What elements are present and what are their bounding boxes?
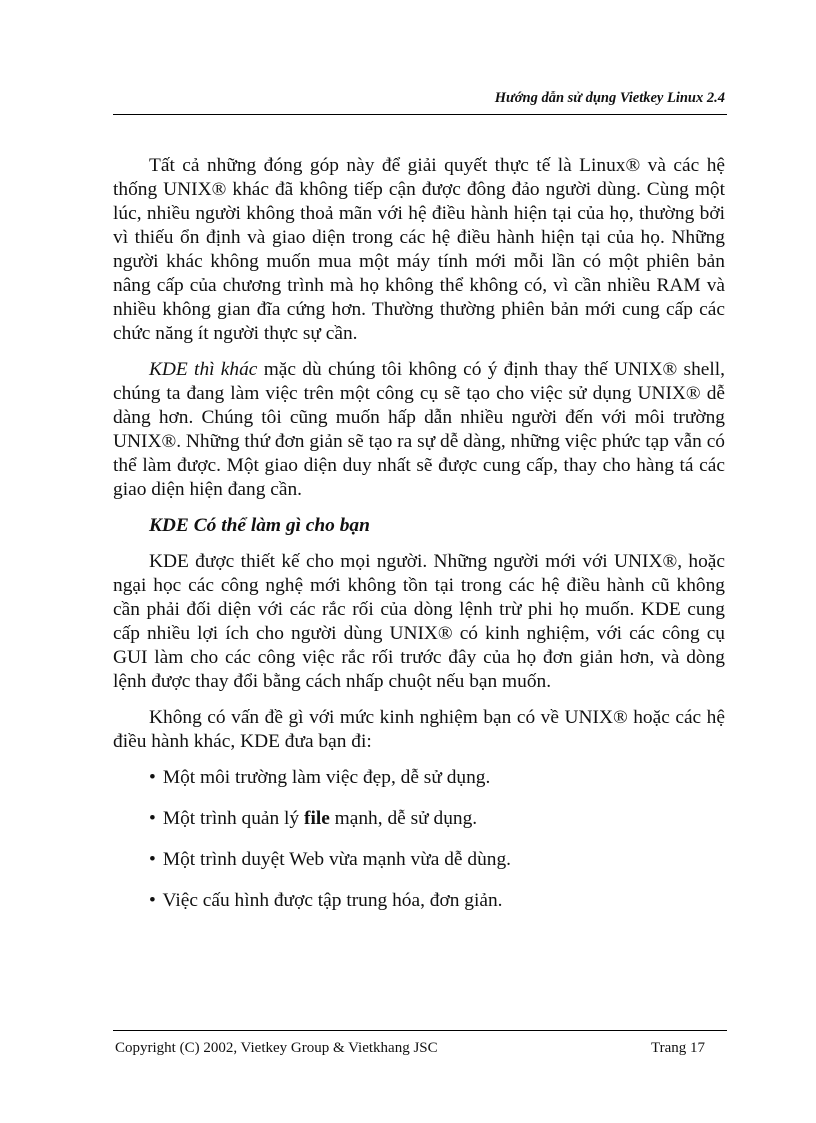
list-item-text: Một trình duyệt Web vừa mạnh vừa dễ dùng. — [162, 849, 511, 870]
bullet-icon: • — [149, 767, 156, 788]
paragraph-kde-for-everyone: KDE được thiết kế cho mọi người. Những người mới với UNIX®, hoặc ngại học các công nghệ mới không tồn tại trong các hệ điều hành cũ không cần phải đối diện với các rắc rối của dòng lệnh trừ phi họ muốn. KDE cung cấp nhiều lợi ích cho người dùng UNIX® có kinh nghiệm, với các công cụ GUI làm cho các công việc rắc rối trước đây của họ đơn giản hơn, và dòng lệnh được thay đổi bằng cách nhấp chuột nếu bạn muốn. — [113, 551, 725, 692]
bullet-icon: • — [149, 849, 156, 870]
list-item-text: Một trình quản lý — [162, 808, 304, 829]
page-body — [113, 154, 725, 930]
list-item — [149, 848, 725, 872]
paragraph-experience: Không có vấn đề gì với mức kinh nghiệm bạn có về UNIX® hoặc các hệ điều hành khác, KDE đưa bạn đi: — [113, 707, 725, 752]
paragraph-intro: Tất cả những đóng góp này để giải quyết thực tế là Linux® và các hệ thống UNIX® khác đã không tiếp cận được đông đảo người dùng. Cùng một lúc, nhiều người không thoả mãn với hệ điều hành hiện tại của họ, thường bởi vì thiếu ổn định và giao diện trong các hệ điều hành hiện tại của họ. Những người khác không muốn mua một máy tính mới mỗi lần có một phiên bản nâng cấp của chương trình mà họ không thể không có, vì cần nhiều RAM và nhiều không gian đĩa cứng hơn. Thường thường phiên bản mới cung cấp các chức năng ít người thực sự cần. — [113, 155, 725, 344]
page-footer — [113, 1030, 727, 1056]
list-item-text: mạnh, dễ sử dụng. — [329, 808, 478, 829]
paragraph-kde-different-text: mặc dù chúng tôi không có ý định thay thế UNIX® shell, chúng ta đang làm việc trên một công cụ sẽ tạo cho việc sử dụng UNIX® dễ dàng hơn. Chúng tôi cũng muốn hấp dẫn nhiều người đến với môi trường UNIX®. Những thứ đơn giản sẽ tạo ra sự dễ dàng, những việc phức tạp vẫn có thể làm được. Một giao diện duy nhất sẽ được cung cấp, thay cho hàng tá các giao diện hiện đang cần. — [113, 359, 725, 500]
page-header — [113, 88, 727, 115]
bullet-icon: • — [149, 890, 156, 911]
list-item — [149, 889, 725, 913]
page-number: Trang 17 — [650, 1040, 705, 1056]
bullet-icon: • — [149, 808, 156, 829]
paragraph-kde-different-lead: KDE thì khác — [149, 359, 258, 380]
section-heading: KDE Có thể làm gì cho bạn — [149, 515, 370, 536]
list-item — [149, 766, 725, 790]
feature-list — [113, 766, 725, 913]
list-item-text: Việc cấu hình được tập trung hóa, đơn giản. — [162, 890, 503, 911]
list-item-bold-word: file — [303, 808, 330, 829]
copyright-text: Copyright (C) 2002, Vietkey Group & Vietkhang JSC — [115, 1040, 438, 1056]
list-item — [149, 807, 725, 831]
paragraph-kde-different — [113, 358, 725, 502]
list-item-text: Một môi trường làm việc đẹp, dễ sử dụng. — [162, 767, 491, 788]
document-title: Hướng dẫn sử dụng Vietkey Linux 2.4 — [494, 90, 725, 106]
